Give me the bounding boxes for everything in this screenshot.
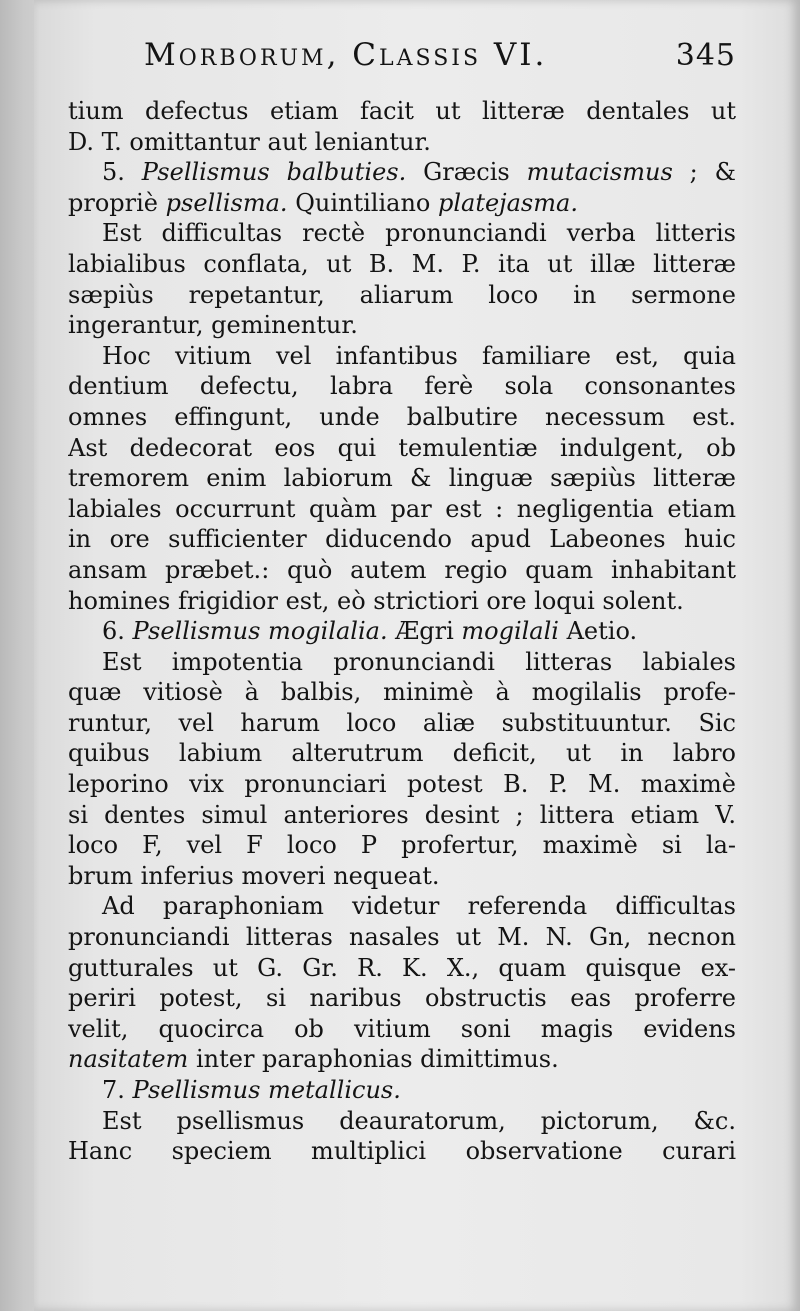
text-line: si dentes simul anteriores desint ; littera etiam V. [68, 800, 736, 829]
italic-term: Psellismus metallicus. [132, 1076, 401, 1104]
text-line: Hoc vitium vel infantibus familiare est, quia [102, 341, 736, 370]
text-run: propriè [68, 188, 166, 217]
text-run: Aetio. [558, 617, 638, 646]
italic-term: psellisma. [165, 188, 288, 217]
text-line: pronunciandi litteras nasales ut M. N. Gn, necnon [68, 923, 736, 952]
text-line: Est difficultas rectè pronunciandi verba litteris [102, 219, 736, 248]
text-line: leporino vix pronunciari potest B. P. M. maximè [68, 770, 736, 799]
text-line [68, 188, 736, 219]
text-line: ansam præbet.: quò autem regio quam inhabitant [68, 555, 736, 584]
text-line: loco F, vel F loco P profertur, maximè si la- [68, 831, 736, 860]
text-line: brum inferius moveri nequeat. [68, 861, 440, 890]
italic-term: Psellismus balbuties. [141, 158, 407, 187]
text-run: inter paraphonias dimittimus. [188, 1045, 559, 1074]
body-text [68, 96, 736, 1167]
text-run: 5. [102, 158, 142, 187]
italic-term: nasitatem [68, 1045, 189, 1074]
text-line: in ore sufficienter diducendo apud Labeones huic [68, 525, 736, 554]
text-line: dentium defectu, labra ferè sola consonantes [68, 372, 736, 401]
text-run: Græcis [406, 158, 527, 187]
text-line: velit, quocirca ob vitium soni magis evidens [68, 1014, 736, 1043]
running-title: Morborum, Classis VI. [144, 37, 548, 73]
text-run: Ægri [387, 617, 462, 646]
text-line [68, 616, 736, 647]
running-head [68, 37, 736, 96]
text-line: tium defectus etiam facit ut litteræ dentales ut [68, 97, 736, 125]
text-line: Ast dedecorat eos qui temulentiæ indulgent, ob [68, 433, 736, 462]
text-line [68, 157, 736, 188]
text-line [68, 1075, 736, 1106]
text-block [68, 37, 736, 1167]
text-run: 6. [102, 617, 133, 646]
text-line: quibus labium alterutrum deficit, ut in labro [68, 739, 736, 768]
page-number: 345 [675, 38, 736, 73]
text-line: Est psellismus deauratorum, pictorum, &c. [102, 1106, 736, 1135]
text-line: ingerantur, geminentur. [68, 311, 358, 340]
text-line: Ad paraphoniam videtur referenda difficultas [102, 892, 736, 921]
text-line: Hanc speciem multiplici observatione curari [68, 1137, 736, 1166]
text-line: homines frigidior est, eò strictiori ore loqui solent. [68, 586, 684, 615]
text-line: quæ vitiosè à balbis, minimè à mogilalis profe- [68, 678, 736, 707]
italic-term: mutacismus [526, 158, 673, 187]
text-run: 7. [102, 1076, 133, 1104]
text-line: runtur, vel harum loco aliæ substituuntur. Sic [68, 708, 736, 737]
text-line: D. T. omittantur aut leniantur. [68, 127, 431, 156]
italic-term: mogilali [461, 617, 559, 646]
text-run: Quintiliano [287, 188, 438, 217]
italic-term: Psellismus mogilalia. [132, 617, 388, 646]
text-line: sæpiùs repetantur, aliarum loco in sermone [68, 280, 736, 309]
binding-shadow [0, 0, 40, 1311]
text-line [68, 1044, 736, 1075]
text-run: ; & [672, 158, 736, 187]
text-line: labialibus conflata, ut B. M. P. ita ut illæ litteræ [68, 249, 736, 278]
text-line: labiales occurrunt quàm par est : negligentia etiam [68, 494, 736, 523]
text-line: gutturales ut G. Gr. R. K. X., quam quisque ex- [68, 953, 736, 982]
italic-term: platejasma. [437, 188, 578, 217]
text-line: tremorem enim labiorum & linguæ sæpiùs litteræ [68, 464, 736, 493]
text-line: periri potest, si naribus obstructis eas proferre [68, 984, 736, 1013]
text-line: omnes effingunt, unde balbutire necessum est. [68, 402, 736, 431]
text-line: Est impotentia pronunciandi litteras labiales [102, 647, 736, 676]
